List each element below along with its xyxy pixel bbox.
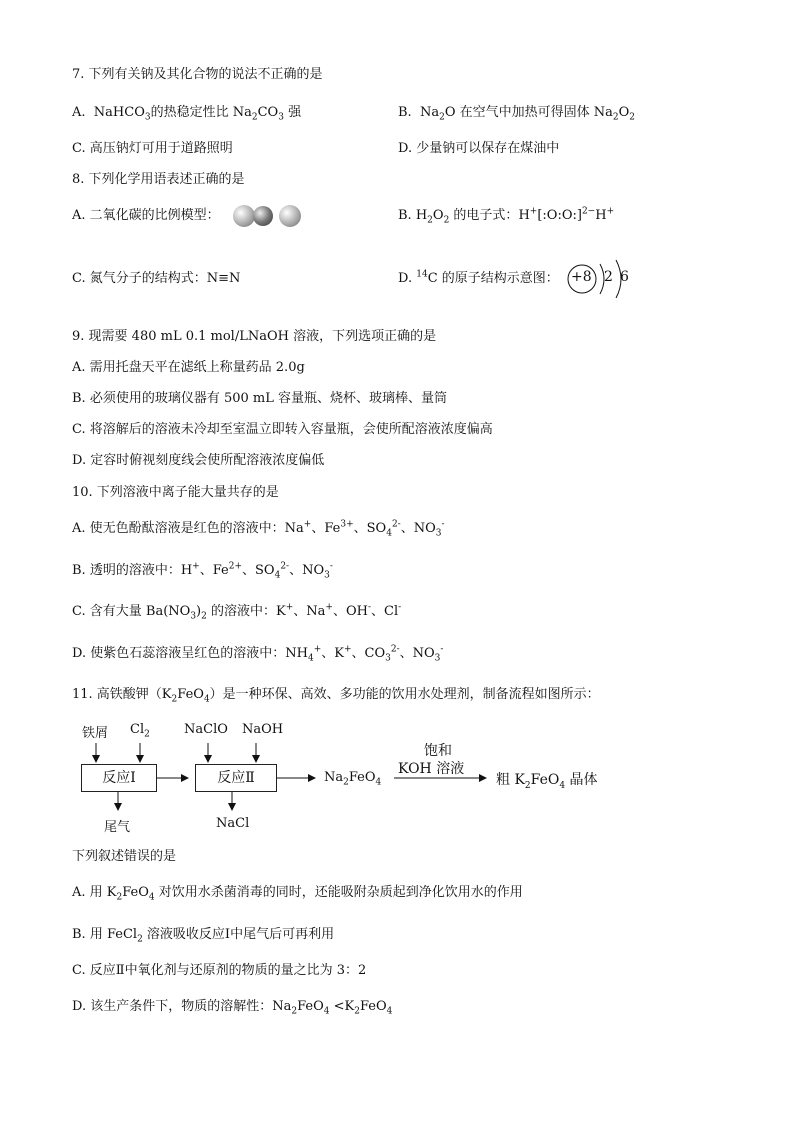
atom-structure-diagram: +8 2 6 — [566, 256, 636, 302]
q9-option-d: D. 定容时俯视刻度线会使所配溶液浓度偏低 — [72, 453, 325, 468]
q8-stem: 8. 下列化学用语表述正确的是 — [72, 172, 245, 187]
input-iron-filings: 铁屑 — [82, 726, 109, 741]
q10-option-b: B. 透明的溶液中：H+、$Fe^{2+}$、$SO_4^{2-}$、$NO_3^-$ — [72, 561, 333, 581]
co2-model-icon — [233, 202, 305, 230]
input-naoh: NaOH — [242, 722, 284, 737]
condition-saturated: 饱和 — [424, 743, 452, 759]
q9-option-b: B. 必须使用的玻璃仪器有 500 mL 容量瓶、烧杯、玻璃棒、量筒 — [72, 391, 447, 406]
q10-option-a: A. 使无色酚酞溶液是红色的溶液中：Na+、$Fe^{3+}$、$SO_4^{2-}$、$NO_3^-$ — [72, 519, 445, 539]
output-tail-gas: 尾气 — [104, 820, 131, 835]
input-chlorine: $Cl_2$ — [130, 722, 150, 740]
q8-option-b: B. $H_2O_2$ 的电子式：H+[:O:O:]$^{2-}$H+ — [398, 206, 615, 226]
q11-option-b: B. 用 FeCl$_2$ 溶液吸收反应Ⅰ中尾气后可再利用 — [72, 927, 335, 945]
q11-option-c: C. 反应Ⅱ中氧化剂与还原剂的物质的量之比为 3：2 — [72, 963, 367, 978]
q7-option-b: B. $Na_2O$ 在空气中加热可得固体 $Na_2O_2$ — [398, 105, 636, 123]
q7-option-d: D. 少量钠可以保存在煤油中 — [398, 141, 560, 156]
q9-stem: 9. 现需要 480 mL 0.1 mol/LNaOH 溶液，下列选项正确的是 — [72, 329, 437, 344]
q8-option-c: C. 氮气分子的结构式：N≡N — [72, 271, 241, 286]
input-naclo: NaClO — [184, 722, 228, 737]
process-flow-diagram — [72, 722, 632, 842]
reaction-2-box: 反应Ⅱ — [195, 764, 277, 792]
intermediate-na2feo4: $Na_2FeO_4$ — [324, 770, 382, 788]
product-crude-k2feo4: 粗 $K_2FeO_4$ 晶体 — [496, 772, 598, 791]
q11-lead: 下列叙述错误的是 — [72, 849, 177, 864]
q10-option-d: D. 使紫色石蕊溶液呈红色的溶液中：$NH_4^+$、K+、$CO_3^{2-}$、$NO_3^-$ — [72, 644, 444, 664]
q11-option-d: D. 该生产条件下，物质的溶解性：$Na_2FeO_4 <K_2FeO_4$ — [72, 999, 393, 1017]
q7-option-c: C. 高压钠灯可用于道路照明 — [72, 141, 233, 156]
q8-option-a: A. 二氧化碳的比例模型： — [72, 208, 220, 223]
q10-option-c: C. 含有大量 $Ba(NO_3)_2$ 的溶液中：K+、Na+、OH-、Cl- — [72, 602, 402, 622]
q9-option-c: C. 将溶解后的溶液未冷却至室温立即转入容量瓶，会使所配溶液浓度偏高 — [72, 422, 493, 437]
q11-stem: 11. 高铁酸钾$(K_2FeO_4)$是一种环保、高效、多功能的饮用水处理剂，制备流程如图所示： — [72, 687, 600, 705]
reaction-1-box: 反应Ⅰ — [81, 764, 157, 792]
q8-option-d: D. $^{14}$C 的原子结构示意图： — [398, 269, 559, 286]
condition-koh: KOH 溶液 — [398, 761, 465, 777]
q9-option-a: A. 需用托盘天平在滤纸上称量药品 2.0g — [72, 360, 305, 375]
q7-option-a: A. NaHCO$_3$的热稳定性比 $Na_2CO_3$ 强 — [72, 105, 302, 123]
q7-stem: 7. 下列有关钠及其化合物的说法不正确的是 — [72, 67, 323, 82]
q11-option-a: A. 用 $K_2FeO_4$ 对饮用水杀菌消毒的同时，还能吸附杂质起到净化饮用水的作用 — [72, 885, 523, 903]
q10-stem: 10. 下列溶液中离子能大量共存的是 — [72, 485, 279, 500]
output-nacl: NaCl — [216, 816, 250, 831]
